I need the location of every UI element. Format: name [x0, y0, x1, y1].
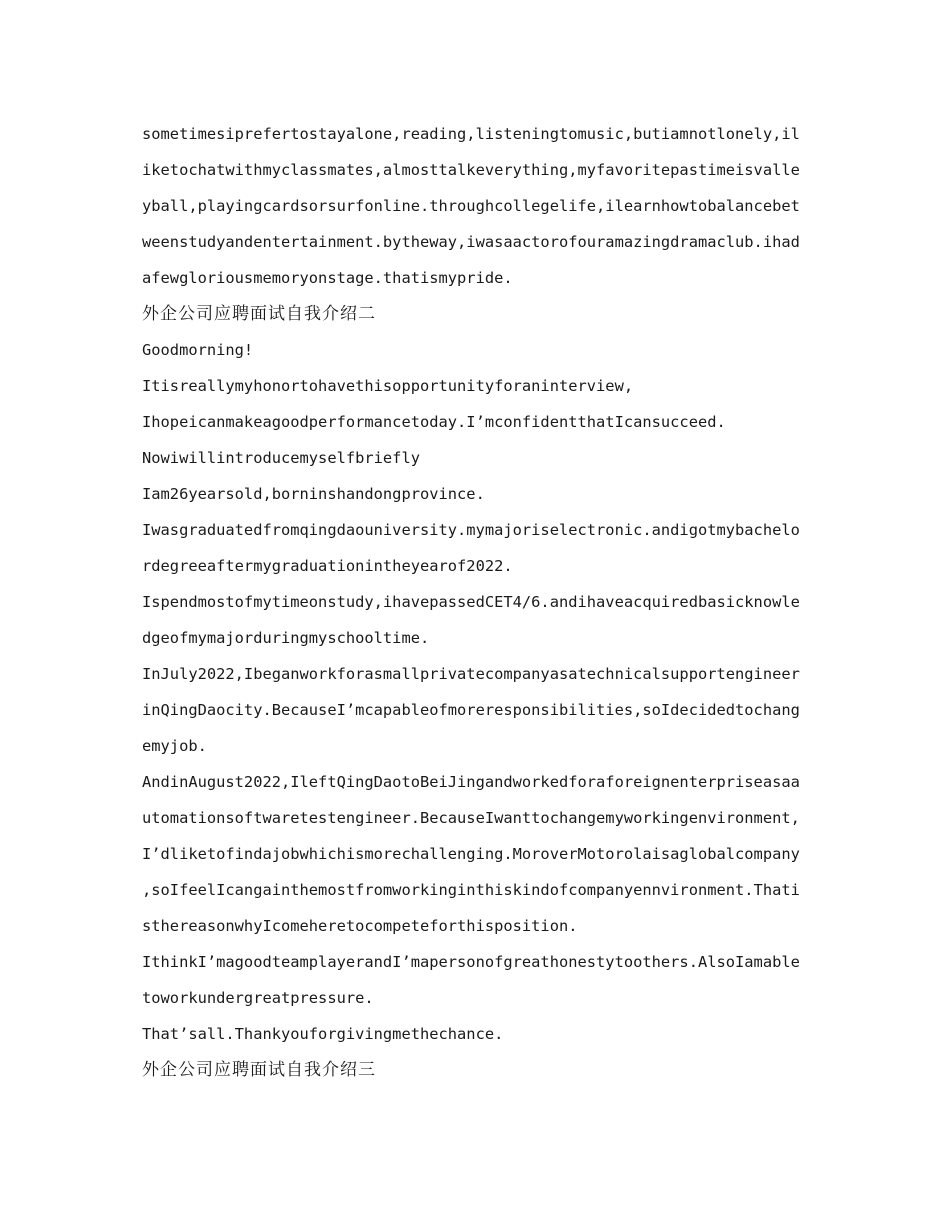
text-line: I’dliketofindajobwhichismorechallenging.MoroverMotorolaisaglobalcompany — [142, 845, 800, 863]
text-line: yball,playingcardsorsurfonline.throughcollegelife,ilearnhowtobalancebet — [142, 197, 800, 215]
text-line: ,soIfeelIcangainthemostfromworkinginthiskindofcompanyennvironment.Thati — [142, 881, 800, 899]
text-line: rdegreeaftermygraduationintheyearof2022. — [142, 557, 513, 575]
text-line: sometimesiprefertostayalone,reading,listeningtomusic,butiamnotlonely,il — [142, 125, 800, 143]
text-line: utomationsoftwaretestengineer.BecauseIwanttochangemyworkingenvironment, — [142, 809, 800, 827]
text-line: IthinkI’magoodteamplayerandI’mapersonofgreathonestytoothers.AlsoIamable — [142, 953, 800, 971]
text-line: That’sall.Thankyouforgivingmethechance. — [142, 1025, 504, 1043]
text-line: afewgloriousmemoryonstage.thatismypride. — [142, 269, 513, 287]
text-line: weenstudyandentertainment.bytheway,iwasaactorofouramazingdramaclub.ihad — [142, 233, 800, 251]
text-line: sthereasonwhyIcomeheretocompeteforthisposition. — [142, 917, 578, 935]
text-line: Iam26yearsold,borninshandongprovince. — [142, 485, 485, 503]
text-line: toworkundergreatpressure. — [142, 989, 374, 1007]
text-line: inQingDaocity.BecauseI’mcapableofmoreresponsibilities,soIdecidedtochang — [142, 701, 800, 719]
text-line: Iwasgraduatedfromqingdaouniversity.mymajoriselectronic.andigotmybachelo — [142, 521, 800, 539]
text-line: iketochatwithmyclassmates,almosttalkeverything,myfavoritepastimeisvalle — [142, 161, 800, 179]
text-line: Nowiwillintroducemyselfbriefly — [142, 449, 420, 467]
text-line: InJuly2022,Ibeganworkforasmallprivatecompanyasatechnicalsupportengineer — [142, 665, 800, 683]
text-line: dgeofmymajorduringmyschooltime. — [142, 629, 430, 647]
text-line: Ispendmostofmytimeonstudy,ihavepassedCET4/6.andihaveacquiredbasicknowle — [142, 593, 800, 611]
section-heading: 外企公司应聘面试自我介绍三 — [142, 1060, 376, 1080]
text-line: Ihopeicanmakeagoodperformancetoday.I’mconfidentthatIcansucceed. — [142, 413, 726, 431]
text-line: Itisreallymyhonortohavethisopportunityforaninterview, — [142, 377, 634, 395]
text-line: AndinAugust2022,IleftQingDaotoBeiJingandworkedforaforeignenterpriseasaa — [142, 773, 800, 791]
section-heading: 外企公司应聘面试自我介绍二 — [142, 304, 376, 324]
text-line: emyjob. — [142, 737, 207, 755]
text-line: Goodmorning! — [142, 341, 254, 359]
document-body — [142, 116, 810, 1088]
